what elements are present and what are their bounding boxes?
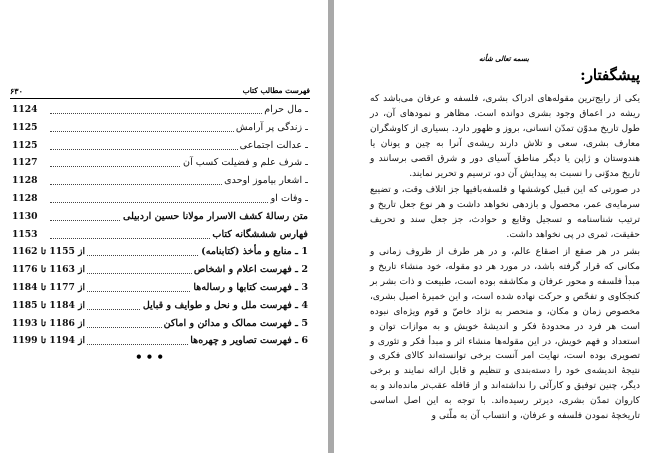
toc-entry <box>10 102 310 120</box>
toc-entry <box>10 298 310 316</box>
toc-entry-label: 4 ـ فهرست ملل و نحل و طوایف و قبایل <box>142 299 308 311</box>
toc-entry <box>10 155 310 173</box>
toc-entry-page: از 1184 تا 1185 <box>12 299 86 311</box>
toc-entry-label: ـ وفات او <box>270 192 308 204</box>
page-header <box>10 86 310 99</box>
toc-entry-page: 1125 <box>12 139 38 151</box>
body-text <box>370 92 640 426</box>
toc-entry <box>10 333 310 351</box>
toc-entry-label: 3 ـ فهرست کتابها و رساله‌ها <box>193 281 308 293</box>
toc-entry-label: 2 ـ فهرست اعلام و اشخاص <box>193 264 308 276</box>
toc-entry-label: متن رسالهٔ کشف الاسرار مولانا حسین اردبیلی <box>122 210 308 222</box>
left-page <box>0 0 328 453</box>
toc-entry-page: از 1177 تا 1184 <box>12 281 86 293</box>
toc-entry-label: ـ مال حرام <box>264 104 308 115</box>
table-of-contents <box>10 102 310 351</box>
toc-entry-page: 1124 <box>12 104 38 115</box>
toc-entry-page: 1153 <box>12 228 38 240</box>
toc-entry <box>10 138 310 156</box>
section-heading: پیشگفتار: <box>580 66 640 84</box>
toc-entry-label: 6 ـ فهرست تصاویر و چهره‌ها <box>190 335 308 347</box>
toc-entry-page: 1130 <box>12 210 38 222</box>
toc-entry-page: 1127 <box>12 157 38 169</box>
toc-entry-page: 1128 <box>12 192 38 204</box>
paragraph: بشر در هر صقع از اصقاع عالم، و در هر طرف از ظروف زمانی و مکانی که قرار گرفته باشد، در مورد هر دو مقوله، خود منشاء تاریخ و مبدأ فلسفه و محور عرفان و مکاشفه بوده است، طبیعت و ذات بشر بر کنجکاوی و تفحّص و حرکت نهاده شده است، و این خمیرهٔ اصیل بشری، مخصوص زمان و مکان، و منحصر به نژاد خاصّ و قوم ویژه‌ای نبوده است هر فرد در محدودهٔ فکر و اندیشهٔ خویش و به موازات توان و استعداد و فهم خویش، در این مقوله‌ها منشاء اثر و مبدأ فکر و تئوری و تصویری بوده است، نهایت امر آنست برخی توانسته‌اند کالای فکری و نتیجهٔ اندیشه‌ی خود را دسته‌بندی و تنظیم و قابل ارائه نمایند و برخی دیگر، چنین توفیق و کارآئی را نداشته‌اند و از قافله عقب‌تر مانده‌اند و به کاروان تمدّن بشری، دیرتر رسیده‌اند. با توجه به این اصل اساسی تاریخچهٔ نمودن فلسفه و عرفان، و انتساب آن به ملّتی و <box>370 247 640 422</box>
toc-entry-page: از 1163 تا 1176 <box>12 264 86 276</box>
toc-entry <box>10 262 310 280</box>
toc-entry-page: 1128 <box>12 175 38 187</box>
toc-entry <box>10 120 310 138</box>
toc-entry <box>10 173 310 191</box>
toc-entry-label: ـ زندگی پر آرامش <box>235 121 308 133</box>
paragraph: یکی از رایج‌ترین مقوله‌های ادراک بشری، فلسفه و عرفان می‌باشد که ریشه در اعماق وجود بشری دوانده است. مظاهر و نمودهای آن، در طول تاریخ مدوّن تمدّن انسانی، بروز و ظهور دارد. بسیاری از کاوشگران معارف بشری، سعی و تلاش دارند ریشه‌ی آنرا به چین و یونان یا هندوستان و ژاپن یا دیگر مناطق آسیای دور و شرق اقصی برسانند و تاریخ مدوّنی را نسبت به پیدایش آن دو، ترسیم و تحریر نمایند. <box>370 94 640 179</box>
toc-entry-label: ـ شرف علم و فضیلت کسب آن <box>183 157 308 169</box>
page-number: ۶۳۰ <box>10 86 23 96</box>
toc-entry-page: 1125 <box>12 121 38 133</box>
toc-entry-label: 5 ـ فهرست ممالک و مدائن و اماکن <box>163 317 308 329</box>
paragraph: در صورتی که این قبیل کوششها و فلسفه‌بافیها جز اتلاف وقت، و تضییع سرمایه‌ی عمر، محصول و بازدهی نخواهد داشت و هر نوع جعل تاریخ و ترتیب شناسنامه و تسجیل وقایع و حوادث، جز جعل سند و تحریف حقیقت، ثمری در پی نخواهد داشت. <box>370 185 640 241</box>
toc-entry-page: از 1186 تا 1193 <box>12 317 86 329</box>
toc-entry-label: ـ اشعار بیاموز اوحدی <box>224 175 308 187</box>
toc-entry-label: ـ عدالت اجتماعی <box>239 139 308 151</box>
right-page <box>334 0 662 453</box>
toc-entry <box>10 227 310 245</box>
running-title: فهرست مطالب کتاب <box>242 86 310 95</box>
toc-entry <box>10 191 310 209</box>
toc-entry <box>10 316 310 334</box>
toc-entry-label: فهارس شششگانه کتاب <box>212 228 308 240</box>
toc-entry-label: 1 ـ منابع و مأخذ (کتابنامه) <box>201 246 308 258</box>
toc-entry <box>10 209 310 227</box>
toc-entry <box>10 280 310 298</box>
toc-entry-page: از 1194 تا 1199 <box>12 335 86 347</box>
toc-entry-page: از 1155 تا 1162 <box>12 246 86 258</box>
invocation: بسمه تعالی شأنه <box>479 54 529 63</box>
toc-entry <box>10 244 310 262</box>
end-ornament: ••• <box>135 350 168 364</box>
